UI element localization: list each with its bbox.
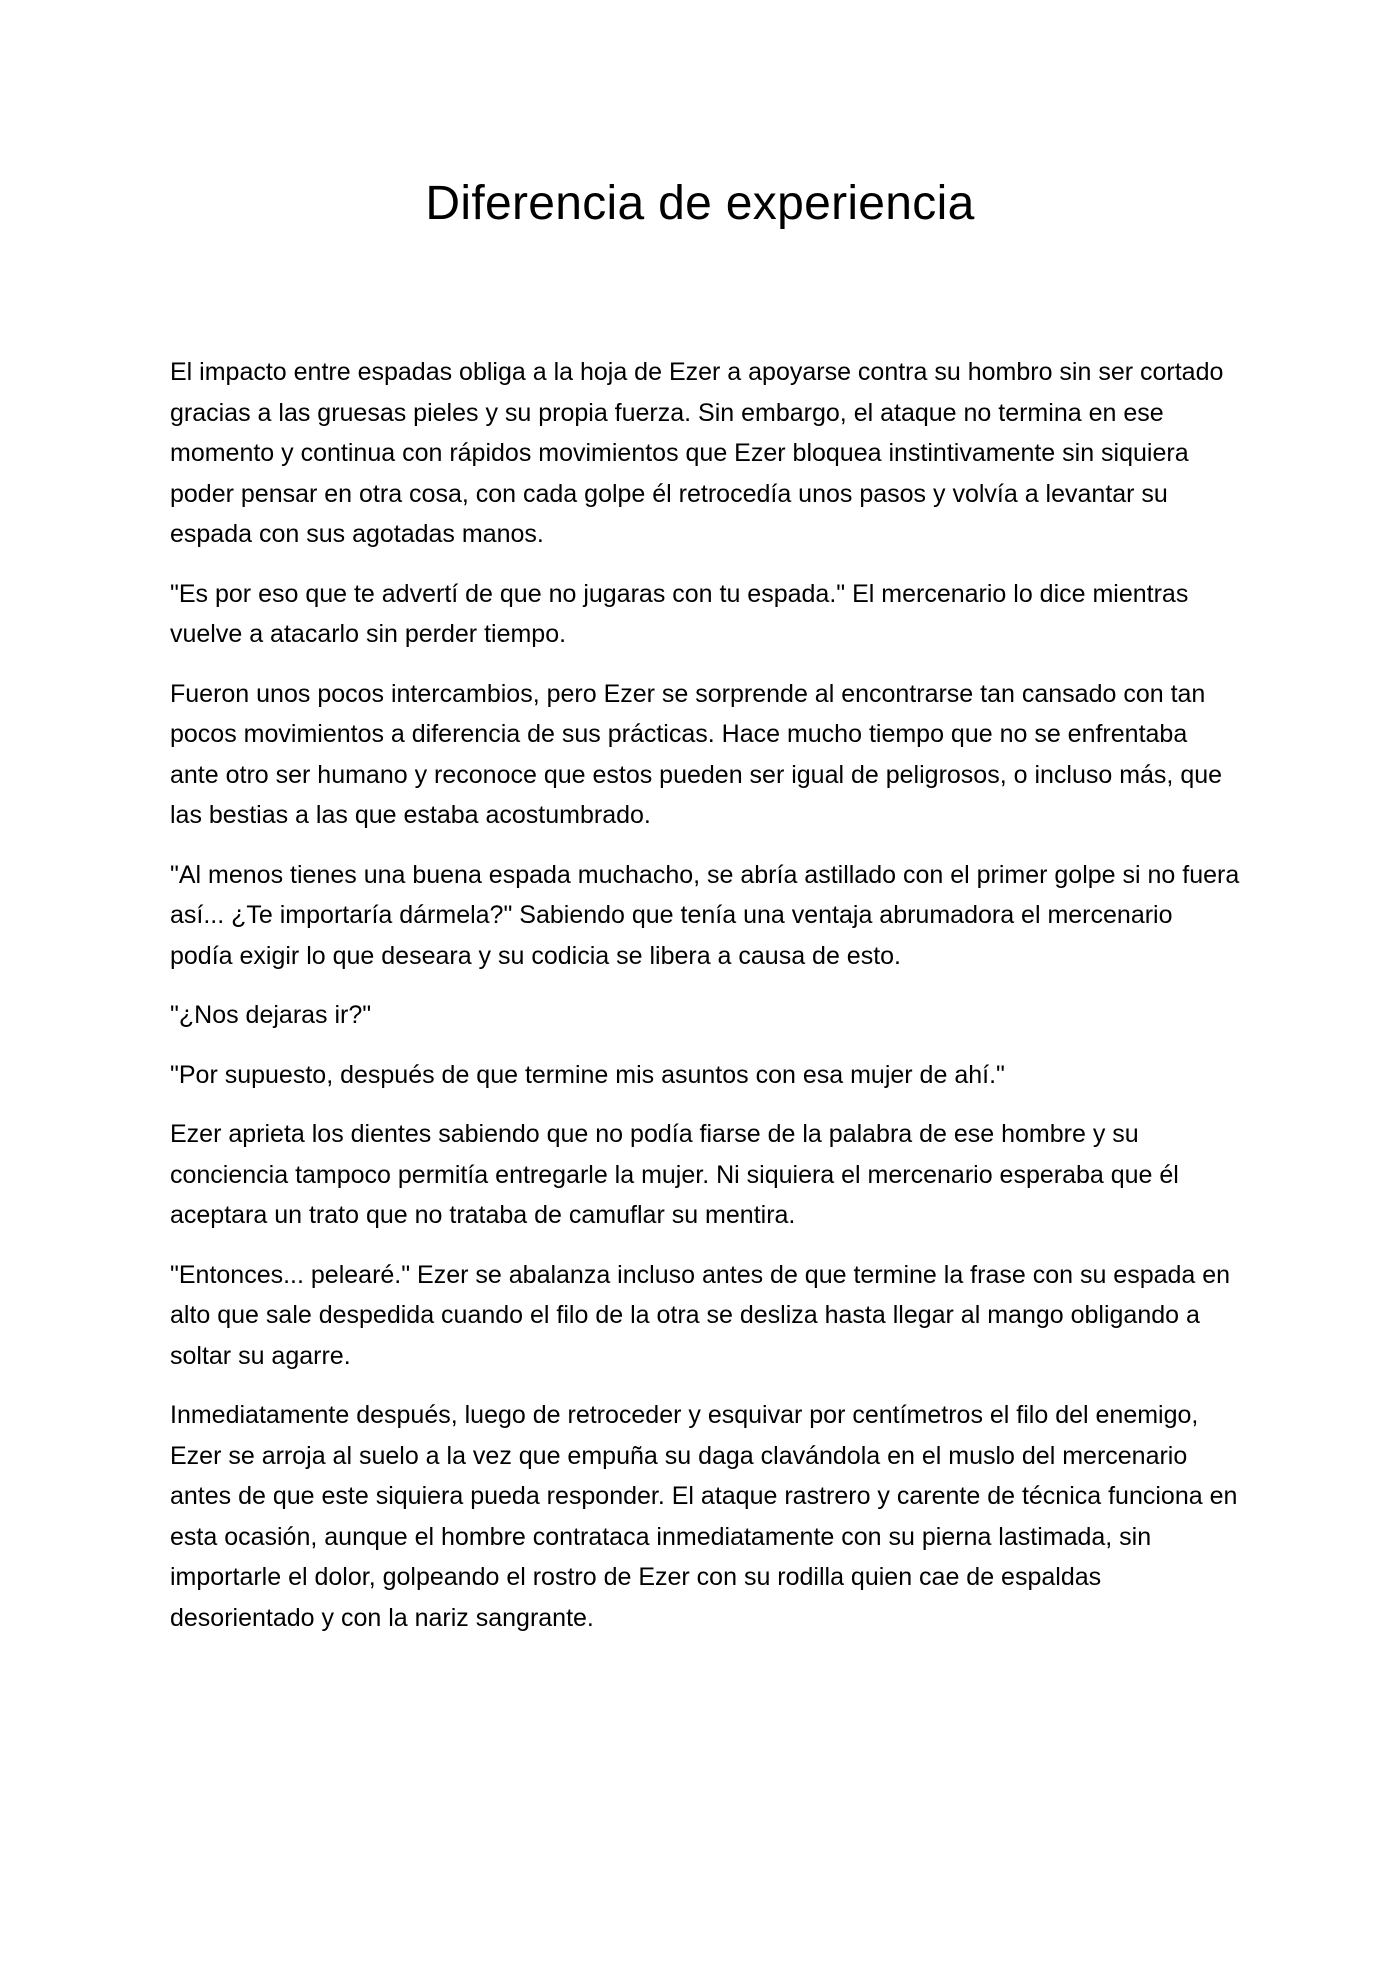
paragraph: El impacto entre espadas obliga a la hoja de Ezer a apoyarse contra su hombro sin ser cortado gracias a las gruesas pieles y su propia fuerza. Sin embargo, el ataque no termina en ese momento y continua con rápidos movimientos que Ezer bloquea instintivamente sin siquiera poder pensar en otra cosa, con cada golpe él retrocedía unos pasos y volvía a levantar su espada con sus agotadas manos.	[170, 358, 1224, 548]
document-body	[170, 352, 1240, 1657]
paragraph: "¿Nos dejaras ir?"	[170, 1001, 372, 1029]
paragraph: "Al menos tienes una buena espada muchacho, se abría astillado con el primer golpe si no fuera así... ¿Te importaría dármela?" Sabiendo que tenía una ventaja abrumadora el mercenario podía exigir lo que deseara y su codicia se libera a causa de esto.	[170, 860, 1240, 970]
paragraph: "Es por eso que te advertí de que no jugaras con tu espada." El mercenario lo dice mientras vuelve a atacarlo sin perder tiempo.	[170, 579, 1189, 648]
paragraph: Fueron unos pocos intercambios, pero Ezer se sorprende al encontrarse tan cansado con tan pocos movimientos a diferencia de sus prácticas. Hace mucho tiempo que no se enfrentaba ante otro ser humano y reconoce que estos pueden ser igual de peligrosos, o incluso más, que las bestias a las que estaba acostumbrado.	[170, 679, 1223, 829]
document-title: Diferencia de experiencia	[425, 177, 975, 230]
paragraph: "Por supuesto, después de que termine mis asuntos con esa mujer de ahí."	[170, 1060, 1005, 1089]
paragraph: Ezer aprieta los dientes sabiendo que no podía fiarse de la palabra de ese hombre y su conciencia tampoco permitía entregarle la mujer. Ni siquiera el mercenario esperaba que él aceptara un trato que no trataba de camuflar su mentira.	[170, 1120, 1179, 1229]
paragraph: "Entonces... pelearé." Ezer se abalanza incluso antes de que termine la frase con su espada en alto que sale despedida cuando el filo de la otra se desliza hasta llegar al mango obligando a soltar su agarre.	[170, 1260, 1231, 1370]
paragraph: Inmediatamente después, luego de retroceder y esquivar por centímetros el filo del enemigo, Ezer se arroja al suelo a la vez que empuña su daga clavándola en el muslo del mercenario antes de que este siquiera pueda responder. El ataque rastrero y carente de técnica funciona en esta ocasión, aunque el hombre contrataca inmediatamente con su pierna lastimada, sin importarle el dolor, golpeando el rostro de Ezer con su rodilla quien cae de espaldas desorientado y con la nariz sangrante.	[170, 1401, 1238, 1632]
